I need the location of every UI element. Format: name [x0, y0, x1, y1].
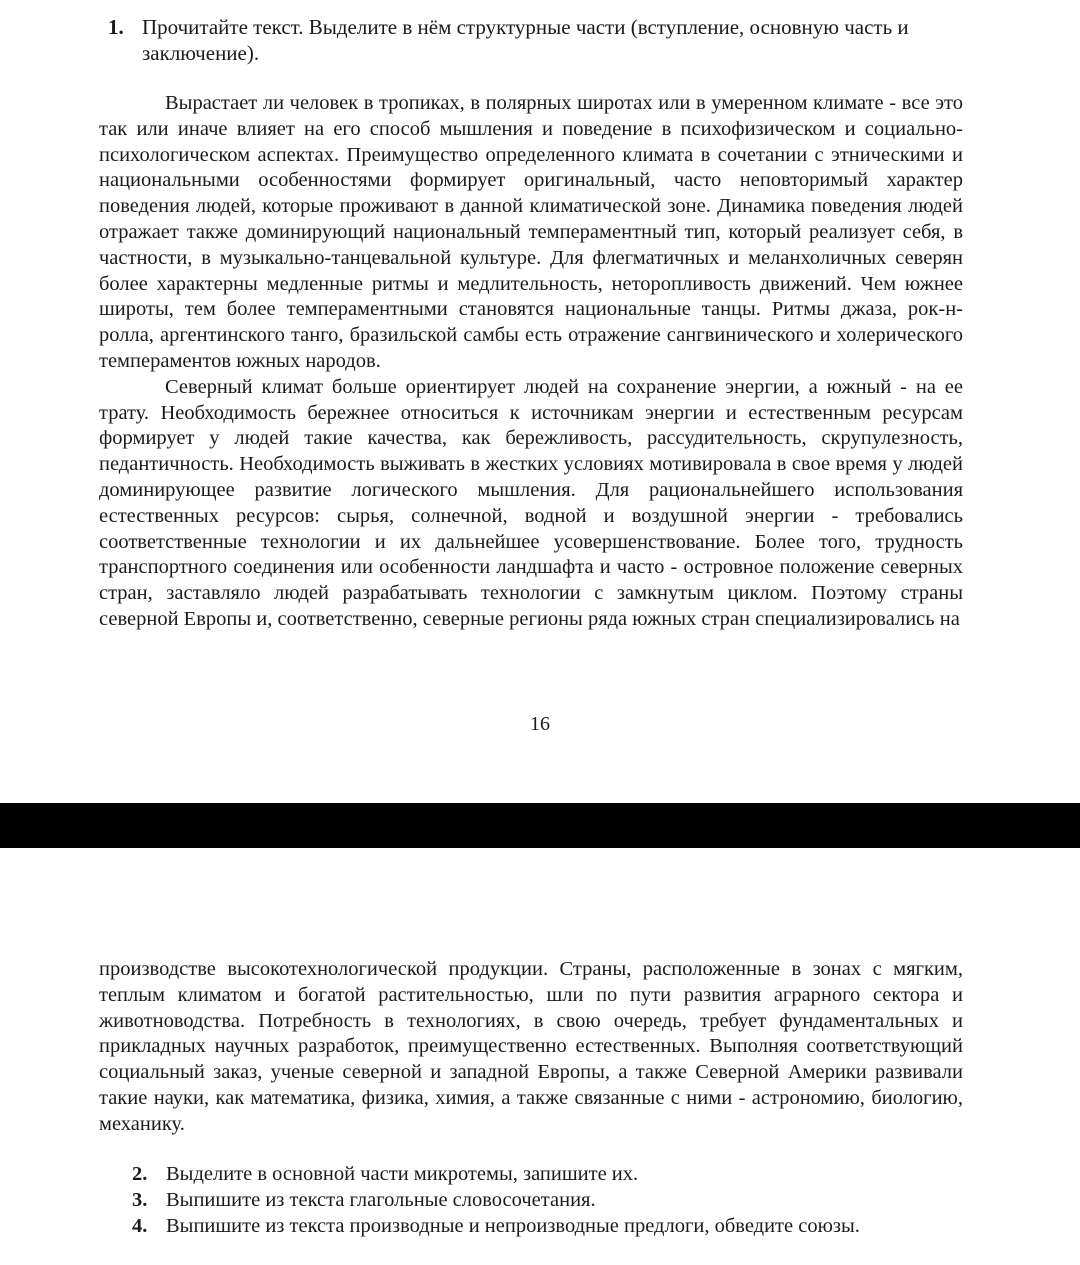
task-number: 2.: [132, 1163, 148, 1185]
task-text: Выделите в основной части микротемы, запишите их.: [166, 1163, 639, 1185]
page-separator: [0, 803, 1080, 848]
paragraph-1: Вырастает ли человек в тропиках, в полярных широтах или в умеренном климате - все это так или иначе влияет на его способ мышления и поведение в психофизическом и социально-психологическом аспектах. Преимущество определенного климата в сочетании с этническими и национальными особенностями формирует оригинальный, часто неповторимый характер поведения людей, которые проживают в данной климатической зоне. Динамика поведения людей отражает также доминирующий национальный темпераментный тип, который реализует себя, в частности, в музыкально-танцевальной культуре. Для флегматичных и меланхоличных северян более характерны медленные ритмы и медлительность, неторопливость движений. Чем южнее широты, тем более темпераментными становятся национальные танцы. Ритмы джаза, рок-н-ролла, аргентинского танго, бразильской самбы есть отражение сангвинического и холерического темпераментов южных народов.: [99, 92, 963, 372]
paragraph-3: производстве высокотехнологической продукции. Страны, расположенные в зонах с мягким, теплым климатом и богатой растительностью, шли по пути развития аграрного сектора и животноводства. Потребность в технологиях, в свою очередь, требует фундаментальных и прикладных научных разработок, преимущественно естественных. Выполняя соответствующий социальный заказ, ученые северной и западной Европы, а также Северной Америки развивали такие науки, как математика, физика, химия, а также связанные с ними - астрономию, биологию, механику.: [99, 958, 963, 1135]
text-block-top: [99, 91, 963, 633]
task-3: [132, 1187, 972, 1213]
task-number: 4.: [132, 1215, 148, 1237]
task-text: Выпишите из текста глагольные словосочетания.: [166, 1189, 596, 1211]
task-text: Выпишите из текста производные и непроизводные предлоги, обведите союзы.: [166, 1215, 860, 1237]
task-2: [132, 1161, 972, 1187]
page-number: 16: [530, 713, 550, 735]
task-number: 1.: [108, 15, 124, 39]
tasks-list: [132, 1161, 972, 1239]
task-number: 3.: [132, 1189, 148, 1211]
text-block-bottom: [99, 957, 963, 1138]
task-text: Прочитайте текст. Выделите в нём структурные части (вступление, основную часть и заключение).: [142, 15, 909, 65]
task-1: [108, 14, 968, 66]
task-4: [132, 1213, 972, 1239]
paragraph-2: Северный климат больше ориентирует людей на сохранение энергии, а южный - на ее трату. Необходимость бережнее относиться к источникам энергии и естественным ресурсам формирует у людей такие качества, как бережливость, рассудительность, скрупулезность, педантичность. Необходимость выживать в жестких условиях мотивировала в свое время у людей доминирующее развитие логического мышления. Для рациональнейшего использования естественных ресурсов: сырья, солнечной, водной и воздушной энергии - требовались соответственные технологии и их дальнейшее усовершенствование. Более того, трудность транспортного соединения или особенности ландшафта и часто - островное положение северных стран, заставляло людей разрабатывать технологии с замкнутым циклом. Поэтому страны северной Европы и, соответственно, северные регионы ряда южных стран специализировались на: [99, 375, 963, 630]
